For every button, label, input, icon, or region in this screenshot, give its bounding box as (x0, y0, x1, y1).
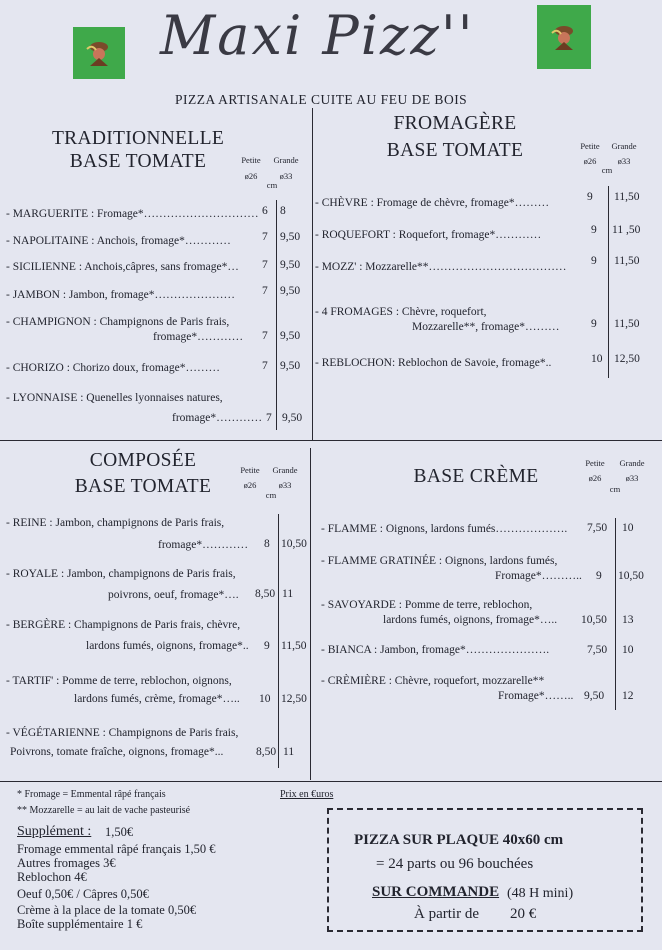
price-petite: 8 (264, 538, 270, 550)
menu-item-royale-line2: poivrons, oeuf, fromage*…. (108, 589, 239, 601)
price-grande: 11,50 (281, 640, 307, 652)
divider-horizontal-bottom (0, 781, 662, 782)
menu-item-vegetarienne: - VÉGÉTARIENNE : Champignons de Paris frais, (6, 727, 239, 739)
chef-icon (547, 20, 581, 54)
menu-item-marguerite: - MARGUERITE : Fromage*………………………… (6, 208, 259, 220)
price-petite: 9,50 (584, 690, 605, 702)
plaque-box (327, 808, 643, 932)
menu-item-bianca: - BIANCA : Jambon, fromage*…………………. (321, 644, 550, 656)
price-grande: 11 (282, 588, 294, 600)
price-petite: 7,50 (587, 644, 608, 656)
menu-item-sicilienne: - SICILIENNE : Anchois,câpres, sans fromage*… (6, 261, 239, 273)
price-separator-fromagere (608, 186, 609, 378)
price-grande: 9,50 (280, 330, 301, 342)
price-petite: 7 (266, 412, 272, 424)
menu-item-vegetarienne-line2: Poivrons, tomate fraîche, oignons, fromage*... (10, 746, 224, 758)
price-petite: 8,50 (255, 588, 276, 600)
price-grande: 10 (622, 522, 634, 534)
menu-item-chevre: - CHÈVRE : Fromage de chèvre, fromage*……… (315, 197, 550, 209)
price-petite: 9 (264, 640, 270, 652)
menu-item-reine-line2: fromage*………… (158, 539, 249, 551)
divider-horizontal-middle (0, 440, 662, 441)
menu-item-flamme-gratinee-line2: Fromage*……….. (495, 570, 582, 582)
divider-vertical-bottom (310, 448, 311, 780)
section-title-fromagere: FROMAGÈRE BASE TOMATE (386, 113, 524, 161)
menu-item-4-fromages: - 4 FROMAGES : Chèvre, roquefort, (315, 306, 487, 318)
menu-item-royale: - ROYALE : Jambon, champignons de Paris frais, (6, 568, 236, 580)
menu-item-napolitaine: - NAPOLITAINE : Anchois, fromage*………… (6, 235, 231, 247)
menu-item-jambon: - JAMBON : Jambon, fromage*………………… (6, 289, 236, 301)
size-unit: cm (609, 484, 621, 494)
section-title-traditionnelle: TRADITIONNELLE BASE TOMATE (51, 128, 225, 172)
menu-item-reine: - REINE : Jambon, champignons de Paris frais, (6, 517, 225, 529)
price-grande: 11 (283, 746, 295, 758)
logo-left (73, 27, 125, 79)
price-petite: 9 (587, 191, 593, 203)
plaque-commande: SUR COMMANDE (372, 884, 500, 900)
menu-item-lyonnaise-line2: fromage*………… (172, 412, 263, 424)
menu-item-flamme-gratinee: - FLAMME GRATINÉE : Oignons, lardons fumés, (321, 555, 558, 567)
price-petite: 6 (262, 205, 268, 217)
tagline: PIZZA ARTISANALE CUITE AU FEU DE BOIS (175, 92, 468, 107)
price-petite: 7 (262, 259, 268, 271)
menu-item-cremiere-line2: Fromage*…….. (498, 690, 574, 702)
supplement-line: Autres fromages 3€ (17, 856, 116, 870)
menu-item-savoyarde-line2: lardons fumés, oignons, fromage*….. (383, 614, 558, 626)
section-title-creme: BASE CRÈME (413, 466, 539, 487)
price-grande: 9,50 (280, 285, 301, 297)
menu-item-flamme: - FLAMME : Oignons, lardons fumés………………. (321, 523, 568, 535)
note-fromage: * Fromage = Emmental râpé français (17, 789, 166, 800)
price-petite: 7,50 (587, 522, 608, 534)
price-petite: 10 (259, 693, 271, 705)
supplement-title: Supplément : (17, 824, 92, 839)
price-petite: 7 (262, 330, 268, 342)
size-label-petite: Petite ø26 (240, 465, 260, 490)
menu-item-bergere-line2: lardons fumés, oignons, fromage*.. (86, 640, 249, 652)
price-grande: 12,50 (281, 693, 307, 705)
divider-vertical-top (312, 108, 313, 440)
size-label-grande: Grande ø33 (619, 458, 645, 483)
menu-item-savoyarde: - SAVOYARDE : Pomme de terre, reblochon, (321, 599, 533, 611)
size-label-grande: Grande ø33 (611, 141, 637, 166)
brand-title: Maxi Pizz'' (160, 4, 475, 67)
supplement-line: Reblochon 4€ (17, 870, 87, 884)
price-grande: 11,50 (614, 255, 640, 267)
menu-item-roquefort: - ROQUEFORT : Roquefort, fromage*………… (315, 229, 542, 241)
price-separator-traditionnelle (276, 200, 277, 430)
logo-right (537, 5, 591, 69)
supplement-line: Oeuf 0,50€ / Câpres 0,50€ (17, 887, 149, 901)
price-grande: 9,50 (280, 360, 301, 372)
plaque-parts: = 24 parts ou 96 bouchées (376, 856, 534, 872)
price-grande: 10 (622, 644, 634, 656)
price-grande: 10,50 (281, 538, 307, 550)
section-title-composee: COMPOSÉE BASE TOMATE (74, 450, 212, 497)
price-grande: 10,50 (618, 570, 644, 582)
price-grande: 9,50 (282, 412, 303, 424)
note-mozzarelle: ** Mozzarelle = au lait de vache pasteurisé (17, 805, 191, 816)
price-separator-composee (278, 514, 279, 768)
price-petite: 7 (262, 231, 268, 243)
size-label-petite: Petite ø26 (585, 458, 605, 483)
plaque-commande-note: (48 H mini) (507, 886, 574, 901)
size-label-petite: Petite ø26 (241, 155, 261, 181)
supplement-price: 1,50€ (105, 825, 134, 839)
size-unit: cm (266, 180, 278, 190)
price-grande: 8 (280, 205, 286, 217)
price-petite: 9 (591, 255, 597, 267)
size-label-petite: Petite ø26 (580, 141, 600, 166)
chef-icon (82, 36, 116, 70)
plaque-price: 20 € (510, 906, 537, 922)
price-grande: 9,50 (280, 259, 301, 271)
plaque-title: PIZZA SUR PLAQUE 40x60 cm (354, 832, 564, 848)
menu-item-mozz: - MOZZ' : Mozzarelle**……………………………… (315, 261, 567, 273)
price-grande: 11 ,50 (612, 224, 641, 236)
supplement-line: Fromage emmental râpé français 1,50 € (17, 842, 216, 856)
size-unit: cm (601, 165, 613, 175)
menu-item-tartif: - TARTIF' : Pomme de terre, reblochon, oignons, (6, 675, 232, 687)
price-petite: 10 (591, 353, 603, 365)
size-label-grande: Grande ø33 (273, 155, 299, 181)
supplement-line: Crème à la place de la tomate 0,50€ (17, 903, 197, 917)
plaque-partir: À partir de (414, 906, 479, 922)
price-petite: 7 (262, 360, 268, 372)
menu-item-lyonnaise: - LYONNAISE : Quenelles lyonnaises natures, (6, 392, 223, 404)
price-grande: 11,50 (614, 318, 640, 330)
price-grande: 13 (622, 614, 634, 626)
price-grande: 9,50 (280, 231, 301, 243)
price-petite: 9 (596, 570, 602, 582)
size-unit: cm (265, 490, 277, 500)
menu-item-cremiere: - CRÈMIÈRE : Chèvre, roquefort, mozzarelle** (321, 675, 545, 687)
menu-item-4-fromages-line2: Mozzarelle**, fromage*……… (412, 321, 560, 333)
menu-item-champignon-line2: fromage*………… (153, 331, 244, 343)
price-petite: 9 (591, 318, 597, 330)
price-petite: 9 (591, 224, 597, 236)
price-petite: 10,50 (581, 614, 607, 626)
price-petite: 7 (262, 285, 268, 297)
supplement-line: Boîte supplémentaire 1 € (17, 917, 143, 931)
price-grande: 12 (622, 690, 634, 702)
price-grande: 12,50 (614, 353, 640, 365)
menu-item-bergere: - BERGÈRE : Champignons de Paris frais, chèvre, (6, 619, 241, 631)
note-prix: Prix en €uros (280, 789, 334, 800)
price-petite: 8,50 (256, 746, 277, 758)
menu-item-reblochon: - REBLOCHON: Reblochon de Savoie, fromage*.. (315, 357, 552, 369)
menu-item-tartif-line2: lardons fumés, crème, fromage*….. (74, 693, 240, 705)
price-separator-creme (615, 518, 616, 710)
price-grande: 11,50 (614, 191, 640, 203)
menu-item-champignon: - CHAMPIGNON : Champignons de Paris frais, (6, 316, 230, 328)
size-label-grande: Grande ø33 (272, 465, 298, 490)
menu-item-chorizo: - CHORIZO : Chorizo doux, fromage*……… (6, 362, 220, 374)
